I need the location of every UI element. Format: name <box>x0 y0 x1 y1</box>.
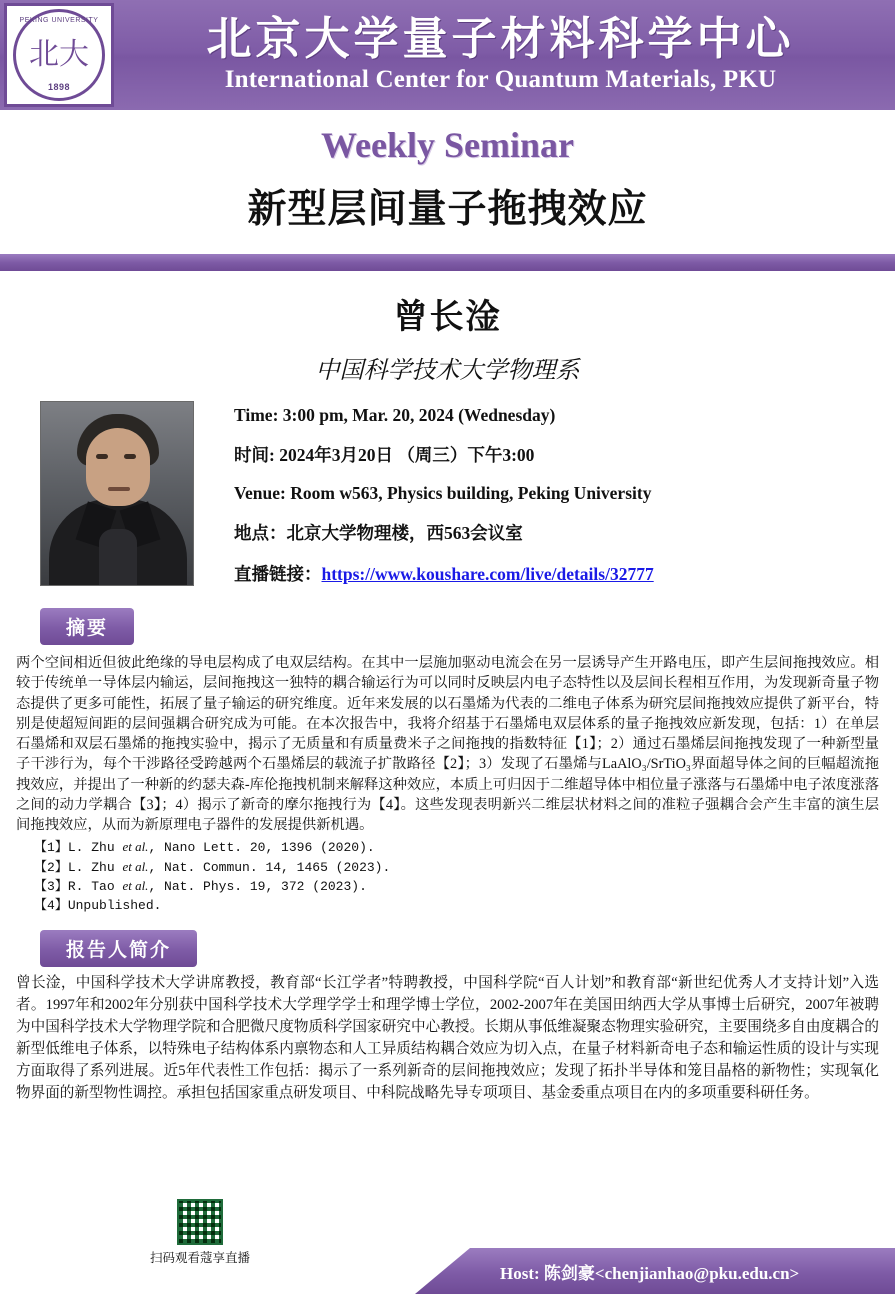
logo-year-text: 1898 <box>47 82 71 92</box>
logo-glyph: 北大 <box>29 38 89 71</box>
speaker-photo <box>40 401 194 586</box>
reference-item <box>34 897 879 916</box>
detail-venue-cn: 地点：北京大学物理楼，西563会议室 <box>234 523 523 543</box>
reference-item <box>34 838 879 858</box>
speaker-affiliation: 中国科学技术大学物理系 <box>315 358 580 384</box>
event-details <box>194 401 895 602</box>
talk-title: 新型层间量子拖拽效应 <box>247 188 648 231</box>
detail-time-cn: 时间: 2024年3月20日 （周三）下午3:00 <box>234 445 535 465</box>
logo-circle <box>13 9 105 101</box>
reference-rest: , Nat. Commun. 14, 1465 (2023). <box>148 859 391 875</box>
header-cn-title: 北京大学量子材料科学中心 <box>206 14 795 65</box>
reference-rest: , Nano Lett. 20, 1396 (2020). <box>148 839 375 855</box>
abstract-text: 两个空间相近但彼此绝缘的导电层构成了电双层结构。在其中一层施加驱动电流会在另一层诱导产生开路电压，即产生层间拖拽效应。相较于传统单一导体层内输运，层间拖拽这一独特的耦合输运行为可以同时反映层内电子态特性以及层间长程相互作用，为发现新奇量子物态提供了更多可能性，拓展了量子输运的研究维度。近年来发展的以石墨烯为代表的二维电子体系为研究层间拖拽效应提供了新平台，特别是使超短间距的层间强耦合研究成为可能。在本次报告中，我将介绍基于石墨烯电双层体系的量子拖拽效应新发现，包括：1）在单层石墨烯和双层石墨烯的拖拽实验中，揭示了无质量和有质量费米子之间拖拽的指数特征【1】；2）通过石墨烯层间拖拽发现了一种新型量子干涉行为，每个干涉路径受跨越两个石墨烯层的载流子扩散路径【2】；3）发现了石墨烯与LaAlO₃/SrTiO₃界面超导体之间的巨幅超流拖拽效应，并提出了一种新的约瑟夫森-库伦拖拽机制来解释这种效应，本质上可归因于二维超导体中相位量子涨落与石墨烯中电子浓度涨落之间的动力学耦合【3】；4）揭示了新奇的摩尔拖拽行为【4】。这些发现表明新兴二维层状材料之间的准粒子强耦合会产生丰富的演生层间拖拽效应，从而为新原理电子器件的发展提供新机遇。 <box>16 655 879 834</box>
live-stream-link[interactable]: https://www.koushare.com/live/details/32777 <box>321 564 654 584</box>
live-link-label: 直播链接： <box>234 564 322 584</box>
abstract-heading-wrap <box>40 608 895 645</box>
reference-author: Unpublished. <box>67 898 162 914</box>
footer-host: Host: 陈剑豪<chenjianhao@pku.edu.cn> <box>500 1263 800 1283</box>
reference-rest: , Nat. Phys. 19, 372 (2023). <box>148 879 367 895</box>
reference-tag: 【3】 <box>34 879 68 895</box>
info-row <box>0 401 895 602</box>
reference-item <box>34 858 879 878</box>
bio-heading: 报告人简介 <box>40 930 197 967</box>
reference-etal: et al. <box>122 878 149 894</box>
abstract-heading: 摘要 <box>40 608 134 645</box>
reference-list <box>34 838 879 916</box>
logo-ring-top-text: PEKING UNIVERSITY <box>19 17 99 24</box>
detail-time-en: Time: 3:00 pm, Mar. 20, 2024 (Wednesday) <box>234 405 556 425</box>
divider-rule <box>0 254 895 271</box>
pku-logo <box>4 3 114 107</box>
detail-venue-en: Venue: Room w563, Physics building, Peking University <box>234 483 652 503</box>
reference-etal: et al. <box>122 858 149 874</box>
header-band <box>0 0 895 110</box>
reference-etal: et al. <box>122 838 149 854</box>
reference-tag: 【1】 <box>34 839 68 855</box>
reference-item <box>34 877 879 897</box>
reference-tag: 【2】 <box>34 859 68 875</box>
speaker-block <box>0 271 895 385</box>
qr-caption: 扫码观看蔻享直播 <box>149 1251 250 1265</box>
speaker-name: 曾长淦 <box>393 299 502 336</box>
footer-band <box>0 1248 895 1294</box>
bio-heading-wrap <box>40 930 895 967</box>
reference-author: L. Zhu <box>67 839 115 855</box>
header-en-title: International Center for Quantum Materials, PKU <box>224 65 777 93</box>
bio-text: 曾长淦，中国科学技术大学讲席教授，教育部“长江学者”特聘教授，中国科学院“百人计划”和教育部“新世纪优秀人才支持计划”入选者。1997年和2002年分别获中国科学技术大学理学学士和理学博士学位，2002-2007年在美国田纳西大学从事博士后研究，2007年被聘为中国科学技术大学物理学院和合肥微尺度物质科学国家研究中心教授。长期从事低维凝聚态物理实验研究，主要围绕多自由度耦合的新型低维电子体系，以特殊电子结构体系内禀物态和人工异质结构耦合效应为切入点，在量子材料新奇电子态和输运性质的设计与实现方面取得了系列进展。近5年代表性工作包括：揭示了一系列新奇的层间拖拽效应；发现了拓扑半导体和笼目晶格的新物性；实现氧化物界面的新型物性调控。承担包括国家重点研发项目、中科院战略先导专项项目、基金委重点项目在内的多项重要科研任务。 <box>16 975 879 1101</box>
reference-author: R. Tao <box>67 879 115 895</box>
header-titles <box>114 16 895 93</box>
seminar-series-label: Weekly Seminar <box>321 125 574 165</box>
detail-live-link-row <box>234 561 895 586</box>
reference-author: L. Zhu <box>67 859 115 875</box>
qr-code-icon[interactable] <box>177 1199 223 1245</box>
reference-tag: 【4】 <box>34 898 68 914</box>
seminar-title-block <box>0 110 895 244</box>
